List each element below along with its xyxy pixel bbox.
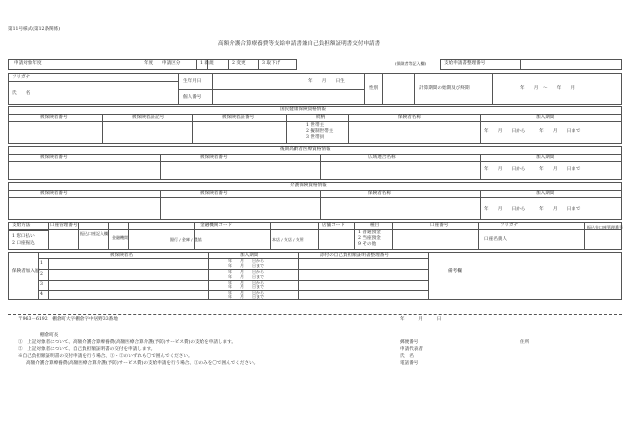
rel-3[interactable]: 3 世帯員 xyxy=(306,135,325,140)
meigi-label: 口座名義人 xyxy=(484,237,507,242)
sex-label: 性別 xyxy=(369,86,379,91)
kinyu-code-label: 金融機関コード xyxy=(200,223,233,228)
member-row-4-no: 4 xyxy=(40,292,43,297)
member-row-3-to: 年 月 日まで xyxy=(228,284,264,289)
elderly-heading: 後期高齢者医療資格情報 xyxy=(280,147,331,152)
nhi-h2: 被保険者証記号 xyxy=(132,115,165,120)
tenpo-label: 店舗コード xyxy=(322,223,345,228)
member-row-1-to: 年 月 日まで xyxy=(228,263,264,268)
shimei-label: 氏 名 xyxy=(400,354,414,359)
method-label: 支給方法 xyxy=(12,223,31,228)
kojin-label: 個人番号 xyxy=(183,95,202,100)
note-2: 高額介護合算療養費(高額医療合算介護(予防)サービス費)の支給申請を行う場合、①のみを〇で囲んでください。 xyxy=(26,361,259,366)
elderly-period: 年 月 日から 年 月 日まで xyxy=(484,167,581,172)
kubun-cancel[interactable]: 3 取下げ xyxy=(262,61,281,66)
nhi-h1: 被保険者番号 xyxy=(40,115,68,120)
branch-kinds: 本店 / 支店 / 支所 xyxy=(272,237,304,242)
members-side-label: 保険者加入歴 xyxy=(12,269,40,274)
elderly-h3: 広域連合名称 xyxy=(368,155,396,160)
application-date[interactable]: 年 月 日 xyxy=(400,317,442,322)
elderly-h4: 加入期間 xyxy=(536,155,555,160)
yubin-label: 郵便番号 xyxy=(400,340,419,345)
year-suffix: 年度 xyxy=(144,61,154,66)
care-h4: 加入期間 xyxy=(536,191,555,196)
kubun-label: 申請区分 xyxy=(162,61,181,66)
member-row-2-no: 2 xyxy=(40,272,43,277)
statement-2: ② 上記対象者について、自己負担額証明書の交付を申請します。 xyxy=(18,347,156,352)
members-h3: 添付の自己負担額証明書整理番号 xyxy=(320,253,389,258)
member-row-3-from: 年 月 日から xyxy=(228,280,264,285)
period-value: 年 月 ～ 年 月 xyxy=(520,86,576,91)
birth-value: 年 月 日生 xyxy=(308,79,345,84)
jusho-label: 住所 xyxy=(520,340,530,345)
shubetsu-3[interactable]: 9 その他 xyxy=(358,242,377,247)
care-h1: 被保険者番号 xyxy=(40,191,68,196)
care-h2: 被保険者番号 xyxy=(200,191,228,196)
kinyu-v-label: 金融機関 xyxy=(112,235,128,240)
birth-label: 生年月日 xyxy=(183,79,202,84)
koza-label: 口座番号 xyxy=(430,223,449,228)
care-heading: 介護保険資格情報 xyxy=(290,183,327,188)
nhi-period: 年 月 日から 年 月 日まで xyxy=(484,129,581,134)
member-row-3-no: 3 xyxy=(40,282,43,287)
shinsei-label: 申請代表者 xyxy=(400,347,423,352)
kubun-new[interactable]: 1 新規 xyxy=(200,61,214,66)
members-section xyxy=(8,252,622,300)
nhi-h6: 加入期間 xyxy=(536,115,555,120)
rel-1[interactable]: 1 世帯主 xyxy=(306,123,325,128)
insurer-fill-label: (保険者等記入欄) xyxy=(395,61,427,66)
member-row-2-from: 年 月 日から xyxy=(228,269,264,274)
member-row-2-to: 年 月 日まで xyxy=(228,274,264,279)
denwa-label: 電話番号 xyxy=(400,361,419,366)
kanri-label: 口座管理番号 xyxy=(50,223,78,228)
care-h3: 保険者名称 xyxy=(368,191,391,196)
members-h1: 被保険者名 xyxy=(110,253,133,258)
nhi-heading: 国民健康保険資格情報 xyxy=(280,107,326,112)
municipality-address: 〒963－6192 棚倉町大字棚倉字中居野33番地 xyxy=(18,317,118,322)
period-label: 計算期間の始期及び終期 xyxy=(419,86,470,91)
mayor-label: 棚倉町長 xyxy=(40,333,59,338)
shikyu-label: 支給申請書整理番号 xyxy=(444,61,486,66)
member-row-4-from: 年 月 日から xyxy=(228,290,264,295)
shubetsu-1[interactable]: 1 普通預金 xyxy=(358,230,381,235)
kanri2-label: 振込先口座管理番号 xyxy=(587,225,623,230)
shubetsu-2[interactable]: 2 当座預金 xyxy=(358,236,381,241)
care-period: 年 月 日から 年 月 日まで xyxy=(484,207,581,212)
member-row-4-to: 年 月 日まで xyxy=(228,294,264,299)
elderly-h2: 被保険者番号 xyxy=(200,155,228,160)
nhi-h5: 保険者名称 xyxy=(398,115,421,120)
note-1: ※自己負担額証明書の交付申請を行う場合、①・②のいずれも〇で囲んでください。 xyxy=(18,354,193,359)
form-number: 第11号様式(第12条関係) xyxy=(8,27,61,32)
shubetsu-label: 種目 xyxy=(370,223,380,228)
bank-furigana-label: フリガナ xyxy=(500,223,519,228)
furikomi-label: 振込口座記入欄 xyxy=(80,231,108,236)
members-h2: 加入期間 xyxy=(240,253,259,258)
bank-kinds: 銀行 / 金庫 / 農協 xyxy=(170,237,202,242)
furigana-label: フリガナ xyxy=(12,75,31,80)
nhi-h3: 被保険者証番号 xyxy=(222,115,255,120)
statement-1: ① 上記対象者について、高額介護合算療養費(高額医療合算介護(予防)サービス費)の支給を申請します。 xyxy=(18,340,236,345)
members-h4: 備考欄 xyxy=(448,269,462,274)
nhi-h4: 続柄 xyxy=(316,115,326,120)
name-label: 氏 名 xyxy=(12,91,31,96)
rel-2[interactable]: 2 擬制世帯主 xyxy=(306,129,334,134)
member-row-1-from: 年 月 日から xyxy=(228,258,264,263)
elderly-h1: 被保険者番号 xyxy=(40,155,68,160)
member-row-1-no: 1 xyxy=(40,261,43,266)
form-title: 高額介護合算療養費等支給申請書兼自己負担額証明書交付申請書 xyxy=(218,41,381,47)
method-1[interactable]: 1 窓口払い xyxy=(12,234,35,239)
bank-section xyxy=(8,222,622,250)
kubun-change[interactable]: 2 変更 xyxy=(232,61,246,66)
year-label: 申請対象年度 xyxy=(14,61,42,66)
method-2[interactable]: 2 口座振込 xyxy=(12,241,35,246)
